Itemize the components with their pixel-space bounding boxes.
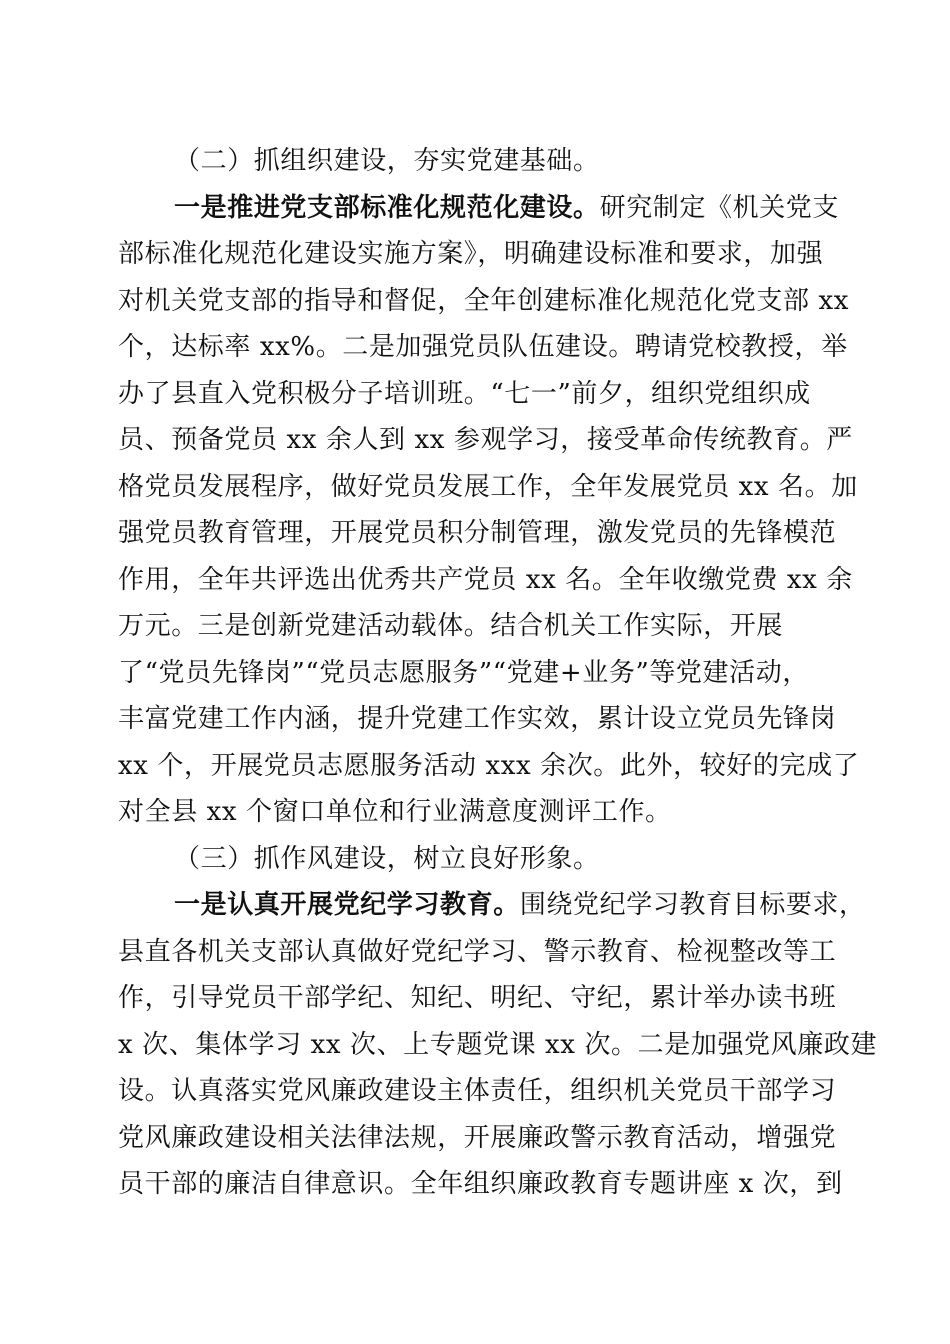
paragraph-line: 作，引导党员干部学纪、知纪、明纪、守纪，累计举办读书班 [118, 983, 837, 1013]
section-heading-2: （二）抓组织建设，夯实党建基础。 [174, 146, 600, 176]
paragraph-line: x 次、集体学习 xx 次、上专题党课 xx 次。二是加强党风廉政建 [118, 1029, 878, 1060]
paragraph-line: 丰富党建工作内涵，提升党建工作实效，累计设立党员先锋岗 [118, 704, 837, 734]
paragraph-line: 员干部的廉洁自律意识。全年组织廉政教育专题讲座 x 次，到 [118, 1169, 843, 1199]
paragraph-lead: 一是推进党支部标准化规范化建设。 [174, 192, 600, 223]
document-page [118, 138, 878, 1208]
paragraph-line: 对全县 xx 个窗口单位和行业满意度测评工作。 [118, 797, 672, 827]
section-heading-3: （三）抓作风建设，树立良好形象。 [174, 843, 600, 874]
paragraph-line: 万元。三是创新党建活动载体。结合机关工作实际，开展 [118, 611, 784, 641]
paragraph-line: xx 个，开展党员志愿服务活动 xxx 余次。此外，较好的完成了 [118, 750, 860, 781]
paragraph-line: 格党员发展程序，做好党员发展工作，全年发展党员 xx 名。加 [118, 471, 858, 502]
paragraph-line: 设。认真落实党风廉政建设主体责任，组织机关党员干部学习 [118, 1076, 837, 1106]
paragraph-line: 部标准化规范化建设实施方案》，明确建设标准和要求，加强 [118, 239, 824, 269]
paragraph-line: 县直各机关支部认真做好党纪学习、警示教育、检视整改等工 [118, 936, 837, 967]
paragraph-line: 强党员教育管理，开展党员积分制管理，激发党员的先锋模范 [118, 518, 837, 548]
paragraph-line: 办了县直入党积极分子培训班。“七一”前夕，组织党组织成 [118, 378, 811, 409]
paragraph-text: 研究制定《机关党支 [599, 192, 840, 223]
paragraph-lead: 一是认真开展党纪学习教育。 [174, 890, 520, 920]
paragraph-line: 了“党员先锋岗”“党员志愿服务”“党建+业务”等党建活动， [118, 657, 809, 688]
paragraph-text: 围绕党纪学习教育目标要求， [519, 890, 866, 920]
paragraph-line: 对机关党支部的指导和督促，全年创建标准化规范化党支部 xx [118, 285, 849, 316]
paragraph-line: 作用，全年共评选出优秀共产党员 xx 名。全年收缴党费 xx 余 [118, 564, 853, 595]
paragraph-line [118, 185, 840, 232]
paragraph-line: 员、预备党员 xx 余人到 xx 参观学习，接受革命传统教育。严 [118, 425, 853, 455]
paragraph-line [118, 882, 866, 929]
paragraph-line: 个，达标率 xx%。二是加强党员队伍建设。聘请党校教授，举 [118, 332, 848, 362]
paragraph-line: 党风廉政建设相关法律法规，开展廉政警示教育活动，增强党 [118, 1122, 837, 1153]
